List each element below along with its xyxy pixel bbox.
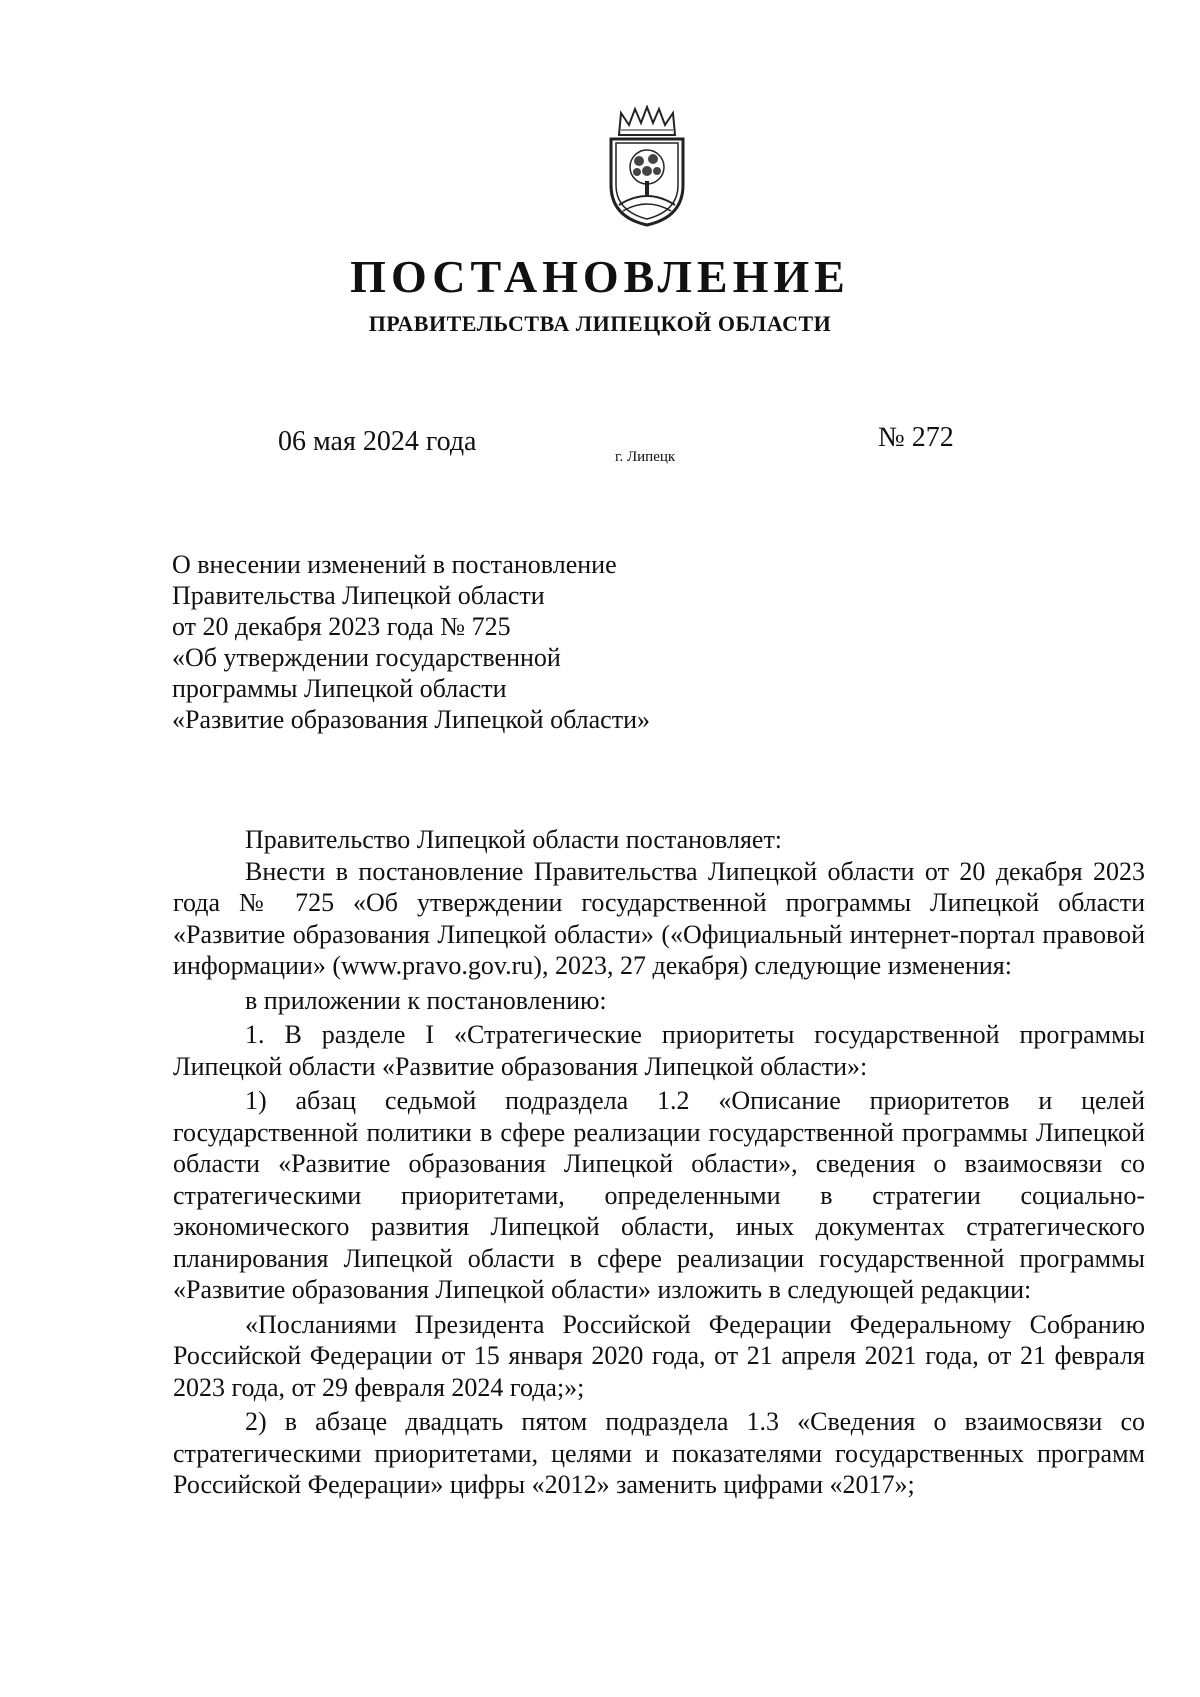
- document-city: г. Липецк: [615, 449, 676, 465]
- coat-of-arms-icon: [605, 105, 689, 229]
- body-paragraph: Внести в постановление Правительства Липецкой области от 20 декабря 2023 года № 725 «Об утверждении государственной программы Липецкой области «Развитие образования Липецкой области» («Официальный интернет-портал правовой информации» (www.pravo.gov.ru), 2023, 27 декабря) следующие изменения:: [173, 856, 1145, 980]
- document-issuer: ПРАВИТЕЛЬСТВА ЛИПЕЦКОЙ ОБЛАСТИ: [368, 311, 832, 336]
- document-date: 06 мая 2024 года: [278, 426, 477, 457]
- document-title: ПОСТАНОВЛЕНИЕ: [350, 251, 850, 302]
- subject-line: «Развитие образования Липецкой области»: [172, 705, 650, 734]
- document-body: [173, 824, 1145, 1501]
- body-paragraph: 1. В разделе I «Стратегические приоритеты государственной программы Липецкой области «Развитие образования Липецкой области»:: [173, 1020, 1145, 1081]
- body-paragraph: Правительство Липецкой области постановляет:: [245, 825, 783, 854]
- body-paragraph: «Посланиями Президента Российской Федерации Федеральному Собранию Российской Федерации от 15 января 2020 года, от 21 апреля 2021 года, от 21 февраля 2023 года, от 29 февраля 2024 года;»;: [173, 1309, 1145, 1402]
- body-paragraph: 1) абзац седьмой подраздела 1.2 «Описание приоритетов и целей государственной политики в сфере реализации государственной программы Липецкой области «Развитие образования Липецкой области», сведения о взаимосвязи со стратегическими приоритетами, определенными в стратегии социально-экономического развития Липецкой области, иных документах стратегического планирования Липецкой области в сфере реализации государственной программы «Развитие образования Липецкой области» изложить в следующей редакции:: [173, 1086, 1145, 1304]
- subject-line: Правительства Липецкой области: [172, 581, 545, 610]
- subject-line: «Об утверждении государственной: [172, 643, 561, 672]
- subject-line: О внесении изменений в постановление: [172, 550, 617, 579]
- body-paragraph: 2) в абзаце двадцать пятом подраздела 1.3 «Сведения о взаимосвязи со стратегическими приоритетами, целями и показателями государственных программ Российской Федерации» цифры «2012» заменить цифрами «2017»;: [173, 1407, 1145, 1499]
- subject-line: программы Липецкой области: [172, 674, 507, 703]
- subject-line: от 20 декабря 2023 года № 725: [172, 612, 511, 641]
- body-paragraph: в приложении к постановлению:: [245, 985, 607, 1015]
- document-number: № 272: [878, 422, 954, 453]
- document-subject: [172, 549, 812, 735]
